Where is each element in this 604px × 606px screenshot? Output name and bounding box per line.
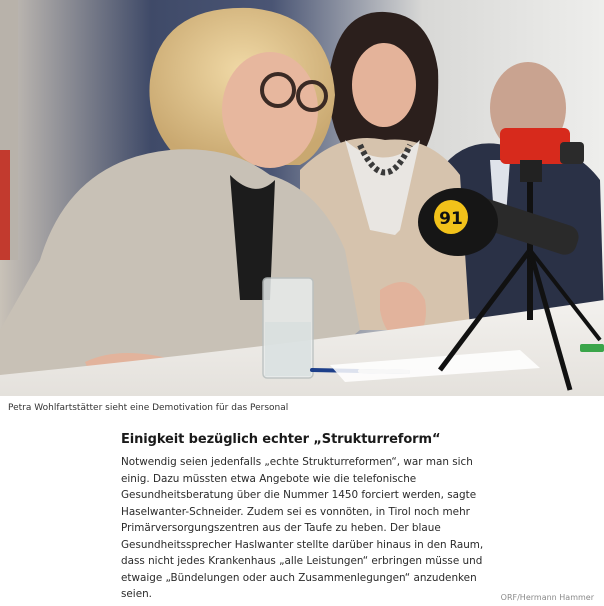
paragraph-line: Primärversorgungszentren aus der Taufe zu heben. Der blaue bbox=[121, 522, 441, 534]
photo-credit: ORF/Hermann Hammer bbox=[500, 593, 594, 602]
article-section bbox=[121, 432, 484, 603]
paragraph-line: einig. Dazu müssten etwa Angebote wie die telefonische bbox=[121, 472, 417, 485]
paragraph-line: etwaige „Bündelungen oder auch Zusammenlegungen“ anzudenken bbox=[121, 571, 477, 584]
paragraph-line: Gesundheitsberatung über die Nummer 1450 forciert werden, sagte bbox=[121, 489, 477, 501]
paragraph-line: seien. bbox=[121, 588, 152, 600]
paragraph-line: dass nicht jedes Krankenhaus „alle Leistungen“ erbringen müsse und bbox=[121, 555, 483, 567]
photo-caption: Petra Wohlfartstätter sieht eine Demotivation für das Personal bbox=[8, 403, 289, 413]
mic-logo-text: 91 bbox=[439, 209, 463, 229]
article-headline: Einigkeit bezüglich echter „Strukturreform“ bbox=[121, 432, 441, 447]
paragraph-line: Gesundheitssprecher Haslwanter stellte darüber hinaus in den Raum, bbox=[121, 538, 484, 551]
paragraph-line: Notwendig seien jedenfalls „echte Strukturreformen“, war man sich bbox=[121, 456, 473, 468]
paragraph-line: Haselwanter-Schneider. Zudem sei es vonnöten, in Tirol noch mehr bbox=[121, 505, 470, 518]
article-paragraph bbox=[121, 454, 484, 603]
